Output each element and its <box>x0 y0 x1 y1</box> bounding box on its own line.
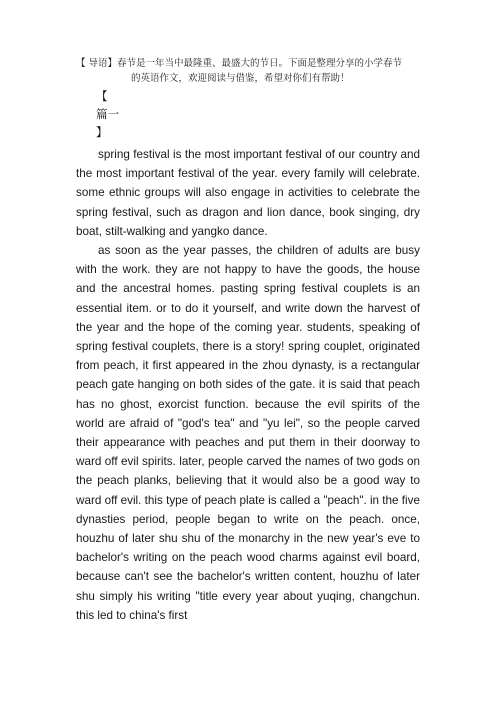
section-title: 篇一 <box>96 107 119 121</box>
intro-line-2: 的英语作文，欢迎阅读与借鉴，希望对你们有帮助！ <box>131 73 350 84</box>
paragraph-1: spring festival is the most important festival of our country and the most important festival of the year. every family will celebrate. some ethnic groups will also engage in activities to celebrate the spring festival, such as dragon and lion dance, book singing, dry boat, stilt-walking and yangko dance. <box>76 148 420 238</box>
section-close-bracket: 】 <box>96 125 108 139</box>
section-open-bracket: 【 <box>96 89 108 103</box>
paragraph-2: as soon as the year passes, the children of adults are busy with the work. they are not happy to have the goods, the house and the ancestral homes. pasting spring festival couplets is an essential item. or to do it yourself, and write down the harvest of the year and the hope of the coming year. students, speaking of spring festival couplets, there is a story! spring couplet, originated from peach, it first appeared in the zhou dynasty, is a rectangular peach gate hanging on both sides of the gate. it is said that peach has no ghost, exorcist function. because the evil spirits of the world are afraid of "god's tea" and "yu lei", so the people carved their appearance with peaches and put them in their doorway to ward off evil spirits. later, people carved the names of two gods on the peach planks, believing that it would also be a good way to ward off evil. this type of peach plate is called a "peach". in the five dynasties period, people began to write on the peach. once, houzhu of later shu shu of the monarchy in the new year's eve to bachelor's writing on the peach wood charms against evil board, because can't see the bachelor's written content, houzhu of later shu simply his writing "title every year about yuqing, changchun. this led to china's first <box>76 244 420 622</box>
intro-note <box>76 56 426 86</box>
intro-line-1: 【 导语】春节是一年当中最隆重、最盛大的节日。下面是整理分享的小学春节 <box>76 58 403 69</box>
essay-body <box>76 145 420 625</box>
